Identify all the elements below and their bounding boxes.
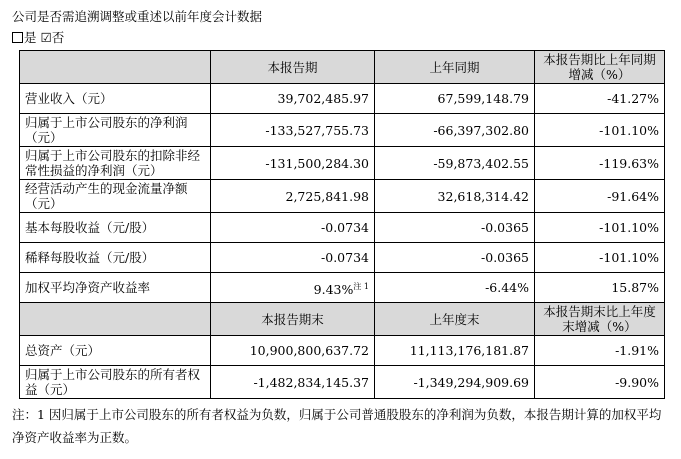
header-cell-change: 本报告期末比上年度末增减（%） [535,303,665,336]
row-label: 基本每股收益（元/股） [20,213,211,243]
row-value-current: -131,500,284.30 [211,147,375,180]
row-value-prior: -0.0365 [375,243,535,273]
table-row [20,84,665,114]
row-label: 经营活动产生的现金流量净额（元） [20,180,211,213]
row-label: 归属于上市公司股东的扣除非经常性损益的净利润（元） [20,147,211,180]
table-row [20,180,665,213]
checkbox-yes[interactable] [12,32,23,43]
table-row [20,243,665,273]
option-no-label: 否 [51,30,65,45]
header-cell-item [20,51,211,84]
row-value-prior: -59,873,402.55 [375,147,535,180]
row-value-prior: -66,397,302.80 [375,114,535,147]
header-cell-item [20,303,211,336]
row-value-prior: -6.44% [375,273,535,303]
row-value-current [211,273,375,303]
option-yes-label: 是 [24,30,37,45]
section-heading: 公司是否需追溯调整或重述以前年度会计数据 [12,9,263,24]
roe-note-marker: 注 1 [353,281,369,291]
row-value-change: -101.10% [535,213,665,243]
row-value-prior: 11,113,176,181.87 [375,336,535,366]
financial-data-table [19,50,665,399]
row-value-prior: 67,599,148.79 [375,84,535,114]
table-row [20,213,665,243]
row-value-current: 10,900,800,637.72 [211,336,375,366]
row-value-change: -91.64% [535,180,665,213]
row-label: 加权平均净资产收益率 [20,273,211,303]
row-value-prior: -0.0365 [375,213,535,243]
header-cell-change: 本报告期比上年同期增减（%） [535,51,665,84]
header-cell-period-end: 本报告期末 [211,303,375,336]
checkbox-no-checked[interactable]: ☑ [40,30,52,45]
row-value-current: -133,527,755.73 [211,114,375,147]
footnote-line-2: 净资产收益率为正数。 [12,430,138,445]
row-value-current: -1,482,834,145.37 [211,366,375,399]
table-header-row [20,303,665,336]
row-value-current: -0.0734 [211,213,375,243]
table-row [20,336,665,366]
row-value-change: -119.63% [535,147,665,180]
row-value-change: -101.10% [535,243,665,273]
table-row [20,114,665,147]
row-value-change: -1.91% [535,336,665,366]
header-cell-prior: 上年同期 [375,51,535,84]
row-value-change: -41.27% [535,84,665,114]
roe-value: 9.43% [313,281,354,297]
row-value-current: 2,725,841.98 [211,180,375,213]
row-label: 总资产（元） [20,336,211,366]
row-label: 归属于上市公司股东的净利润（元） [20,114,211,147]
header-cell-current: 本报告期 [211,51,375,84]
table-header-row [20,51,665,84]
table-row [20,366,665,399]
table-row [20,147,665,180]
restatement-options [12,28,64,46]
row-value-change: -101.10% [535,114,665,147]
row-label: 营业收入（元） [20,84,211,114]
row-value-change: 15.87% [535,273,665,303]
row-value-change: -9.90% [535,366,665,399]
row-value-prior: 32,618,314.42 [375,180,535,213]
row-label: 归属于上市公司股东的所有者权益（元） [20,366,211,399]
row-value-current: 39,702,485.97 [211,84,375,114]
row-label: 稀释每股收益（元/股） [20,243,211,273]
header-cell-prior-year-end: 上年度末 [375,303,535,336]
table-row [20,273,665,303]
footnote-line-1: 注：1 因归属于上市公司股东的所有者权益为负数，归属于公司普通股股东的净利润为负数，本报告期计算的加权平均 [12,407,662,422]
row-value-current: -0.0734 [211,243,375,273]
row-value-prior: -1,349,294,909.69 [375,366,535,399]
